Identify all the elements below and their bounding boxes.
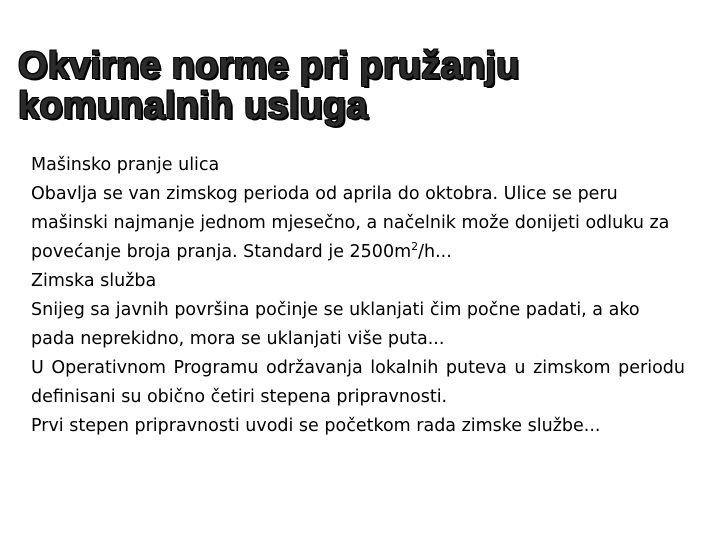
paragraph-street-washing-text: Obavlja se van zimskog perioda od aprila do oktobra. Ulice se peru mašinski najmanje jednom mjesečno, a načelnik može donijeti odluku za povećanje broja pranja. Standard je 2500m (31, 184, 670, 262)
paragraph-first-stage: Prvi stepen pripravnosti uvodi se početkom rada zimske službe... (31, 416, 601, 436)
superscript-exponent: 2 (411, 240, 419, 254)
slide-title (18, 46, 708, 126)
slide-title-line1: Okvirne norme pri pružanju (18, 45, 520, 87)
paragraph-street-washing-unit: /h... (418, 242, 452, 262)
paragraph-operational-program: U Operativnom Programu održavanja lokalnih puteva u zimskom periodu definisani su obično četiri stepena pripravnosti. (31, 358, 685, 407)
heading-winter-service: Zimska služba (31, 271, 157, 291)
paragraph-snow-removal: Snijeg sa javnih površina počinje se uklanjati čim počne padati, a ako pada neprekidno, mora se uklanjati više puta... (31, 300, 640, 349)
slide-content (31, 151, 685, 441)
heading-street-washing: Mašinsko pranje ulica (31, 155, 220, 175)
slide-title-line2: komunalnih usluga (18, 85, 368, 127)
paragraph-street-washing (31, 180, 685, 267)
